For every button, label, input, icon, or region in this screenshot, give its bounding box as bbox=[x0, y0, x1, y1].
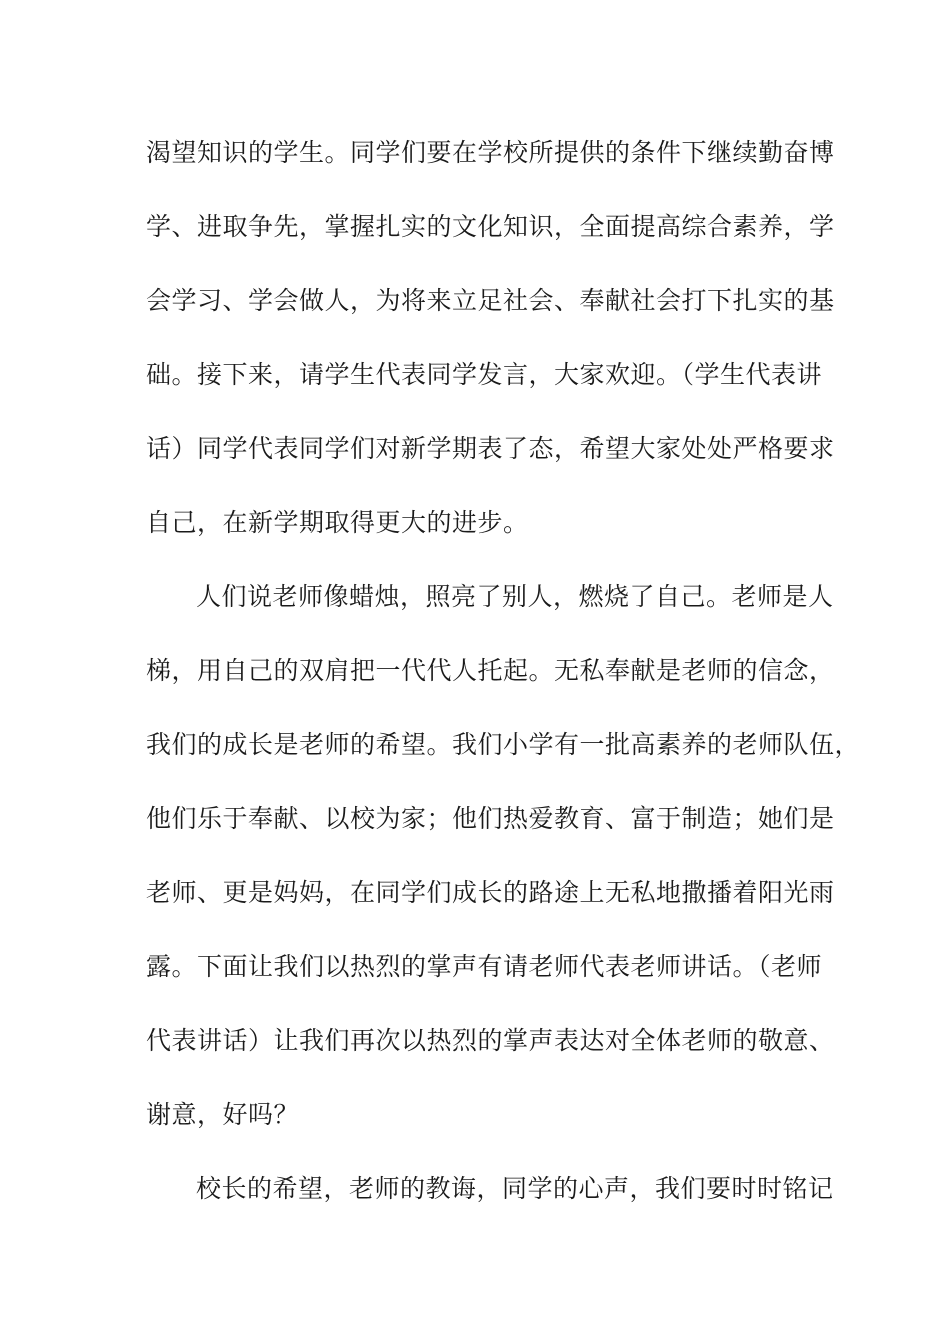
text-line-4: 础。接下来，请学生代表同学发言，大家欢迎。（学生代表讲 bbox=[146, 360, 823, 389]
text-line-7: 人们说老师像蜡烛，照亮了别人，燃烧了自己。老师是人 bbox=[196, 582, 834, 611]
text-line-10: 他们乐于奉献、以校为家；他们热爱教育、富于制造；她们是 bbox=[146, 804, 835, 833]
text-line-2: 学、进取争先，掌握扎实的文化知识，全面提高综合素养，学 bbox=[146, 212, 835, 241]
text-line-15: 校长的希望，老师的教诲，同学的心声，我们要时时铭记 bbox=[196, 1174, 834, 1203]
text-line-14: 谢意，好吗？ bbox=[146, 1100, 300, 1129]
text-line-9: 我们的成长是老师的希望。我们小学有一批高素养的老师队伍， bbox=[146, 730, 861, 759]
text-line-3: 会学习、学会做人，为将来立足社会、奉献社会打下扎实的基 bbox=[146, 286, 835, 315]
text-line-11: 老师、更是妈妈，在同学们成长的路途上无私地撒播着阳光雨 bbox=[146, 878, 835, 907]
text-line-5: 话）同学代表同学们对新学期表了态，希望大家处处严格要求 bbox=[146, 434, 835, 463]
text-line-8: 梯，用自己的双肩把一代代人托起。无私奉献是老师的信念， bbox=[146, 656, 835, 685]
text-line-6: 自己，在新学期取得更大的进步。 bbox=[146, 508, 529, 537]
text-line-13: 代表讲话）让我们再次以热烈的掌声表达对全体老师的敬意、 bbox=[146, 1026, 835, 1055]
body-text bbox=[146, 130, 861, 1240]
text-line-1: 渴望知识的学生。同学们要在学校所提供的条件下继续勤奋博 bbox=[146, 138, 835, 167]
text-line-12: 露。下面让我们以热烈的掌声有请老师代表老师讲话。（老师 bbox=[146, 952, 823, 981]
